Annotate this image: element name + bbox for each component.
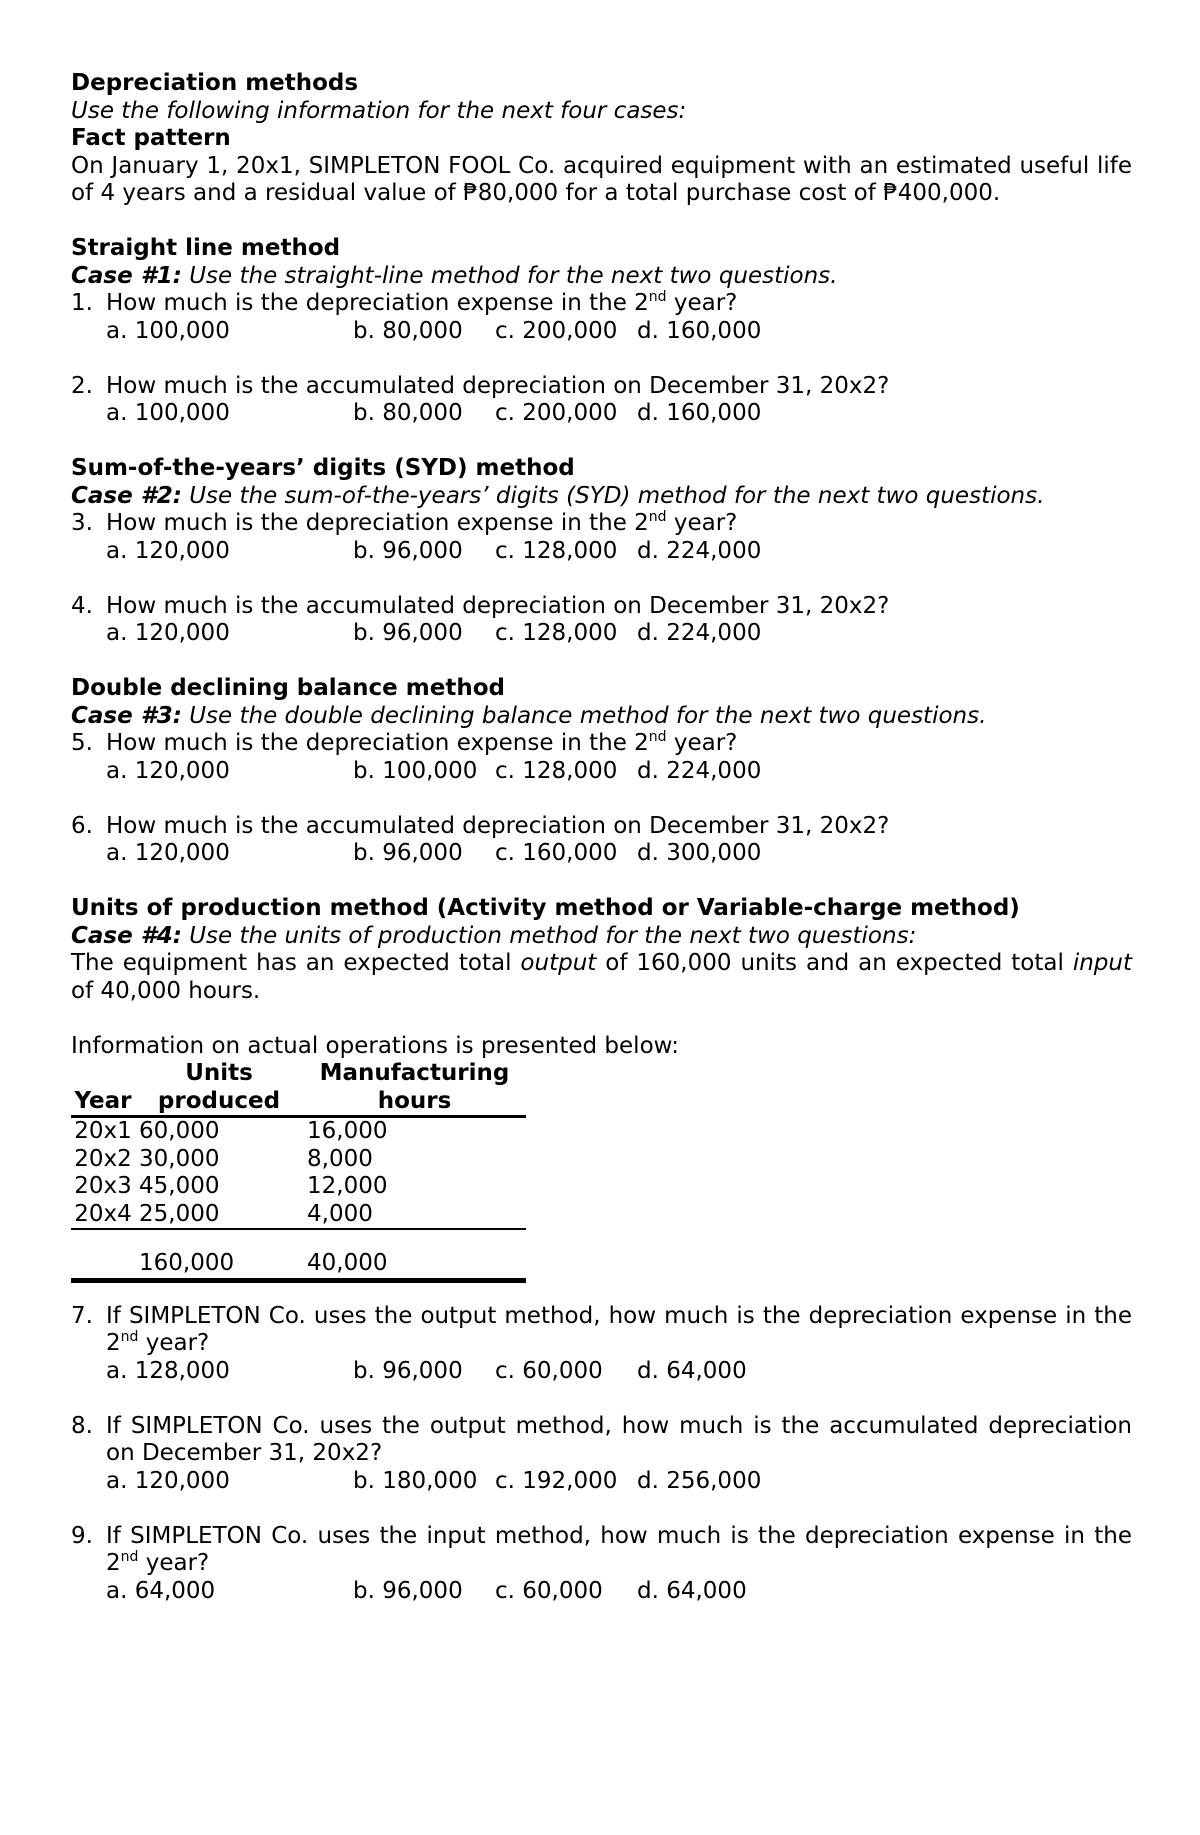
option-c[interactable]: c. 128,000 [495, 620, 618, 646]
case-label: Case #3: [71, 702, 182, 729]
case-4-instruction [71, 923, 1132, 951]
case-2-instruction [71, 483, 1132, 511]
case-text: Use the straight-line method for the next two questions. [181, 262, 838, 289]
option-d[interactable]: d. 224,000 [637, 620, 762, 646]
option-a[interactable]: a. 120,000 [106, 1467, 230, 1494]
question-line [71, 813, 1132, 841]
option-c[interactable]: c. 200,000 [495, 400, 618, 426]
units-cell: 25,000 [135, 1201, 303, 1230]
question-text: If SIMPLETON Co. uses the output method, how much is the accumulated depreciation on December 31, 20x2? [106, 1412, 1132, 1466]
question-2 [71, 373, 1132, 428]
question-number: 6. [71, 812, 93, 839]
option-b[interactable]: b. 96,000 [353, 1357, 463, 1384]
option-d[interactable]: d. 224,000 [637, 537, 762, 564]
header-year: Year [71, 1060, 135, 1117]
year-cell: 20x4 [71, 1201, 135, 1230]
question-line [71, 593, 1132, 621]
option-b[interactable]: b. 96,000 [353, 840, 463, 866]
equipment-description: The equipment has an expected total output of 160,000 units and an expected total input of 40,000 hours. [71, 950, 1132, 1004]
total-hours-cell: 40,000 [303, 1229, 526, 1280]
table-intro: Information on actual operations is presented below: [71, 1032, 679, 1059]
option-b[interactable]: b. 96,000 [353, 620, 463, 646]
option-a[interactable]: a. 120,000 [106, 757, 230, 784]
answer-options [71, 620, 1132, 648]
option-c[interactable]: c. 60,000 [495, 1577, 603, 1604]
operations-table [71, 1060, 526, 1283]
option-d[interactable]: d. 300,000 [637, 840, 762, 866]
intro-text: Use the following information for the next four cases: [71, 97, 687, 124]
question-line [71, 1303, 1132, 1358]
option-c[interactable]: c. 128,000 [495, 537, 618, 564]
option-b[interactable]: b. 80,000 [353, 400, 463, 426]
units-cell: 45,000 [139, 1173, 220, 1199]
question-text: How much is the depreciation expense in the 2nd year? [106, 509, 738, 536]
hours-cell: 16,000 [307, 1118, 388, 1144]
question-number: 1. [71, 290, 93, 316]
option-c[interactable]: c. 160,000 [495, 840, 618, 866]
header-manufacturing-hours: Manufacturing hours [303, 1060, 526, 1117]
case-label: Case #1: [71, 262, 182, 289]
table-row [71, 1173, 526, 1201]
hours-cell: 8,000 [307, 1145, 373, 1172]
question-number: 5. [71, 730, 93, 756]
fact-heading: Fact pattern [71, 125, 231, 151]
option-a[interactable]: a. 128,000 [106, 1357, 230, 1384]
option-a[interactable]: a. 120,000 [106, 537, 230, 564]
units-cell: 60,000 [139, 1118, 220, 1144]
answer-options [71, 400, 1132, 428]
option-b[interactable]: b. 96,000 [353, 537, 463, 564]
answer-options [71, 758, 1132, 786]
case-text: Use the units of production method for the next two questions: [181, 922, 917, 949]
answer-options [71, 1468, 1132, 1496]
question-1 [71, 290, 1132, 345]
year-cell: 20x3 [74, 1173, 132, 1199]
question-line [71, 1523, 1132, 1578]
table-row [71, 1117, 526, 1146]
section-heading-straight-line: Straight line method [71, 235, 341, 261]
question-text: If SIMPLETON Co. uses the input method, how much is the depreciation expense in the 2nd year? [106, 1522, 1132, 1576]
table-row [71, 1201, 526, 1230]
section-heading-syd: Sum-of-the-years’ digits (SYD) method [71, 455, 575, 481]
option-b[interactable]: b. 80,000 [353, 317, 463, 344]
question-number: 3. [71, 510, 93, 536]
question-4 [71, 593, 1132, 648]
hours-cell: 12,000 [307, 1173, 388, 1199]
question-6 [71, 813, 1132, 868]
option-c[interactable]: c. 60,000 [495, 1357, 603, 1384]
answer-options [71, 1358, 1132, 1386]
question-text: If SIMPLETON Co. uses the output method, how much is the depreciation expense in the 2nd year? [106, 1302, 1132, 1356]
case-text: Use the sum-of-the-years’ digits (SYD) method for the next two questions. [181, 482, 1045, 509]
table-row [71, 1146, 526, 1174]
question-9 [71, 1523, 1132, 1606]
option-d[interactable]: d. 160,000 [637, 400, 762, 426]
question-number: 9. [71, 1522, 93, 1549]
case-text: Use the double declining balance method for the next two questions. [181, 702, 987, 729]
option-c[interactable]: c. 200,000 [495, 317, 618, 344]
section-heading-units-of-production: Units of production method (Activity method or Variable-charge method) [71, 895, 1020, 921]
year-cell: 20x1 [74, 1118, 132, 1144]
case-label: Case #4: [71, 922, 182, 949]
question-text: How much is the depreciation expense in the 2nd year? [106, 729, 738, 756]
option-a[interactable]: a. 100,000 [106, 317, 230, 344]
header-units-produced: Units produced [135, 1060, 303, 1117]
question-number: 4. [71, 592, 93, 619]
table-total-row [71, 1229, 526, 1280]
question-line [71, 373, 1132, 401]
option-d[interactable]: d. 256,000 [637, 1467, 762, 1494]
hours-cell: 4,000 [303, 1201, 526, 1230]
document-page [71, 70, 1132, 1605]
answer-options [71, 538, 1132, 566]
option-a[interactable]: a. 64,000 [106, 1577, 216, 1604]
option-b[interactable]: b. 96,000 [353, 1577, 463, 1604]
option-b[interactable]: b. 100,000 [353, 757, 478, 784]
option-a[interactable]: a. 120,000 [106, 620, 230, 646]
question-text: How much is the accumulated depreciation on December 31, 20x2? [106, 812, 890, 839]
question-text: How much is the accumulated depreciation on December 31, 20x2? [106, 372, 890, 399]
question-line [71, 290, 1132, 318]
question-line [71, 730, 1132, 758]
year-cell: 20x2 [74, 1145, 132, 1172]
answer-options [71, 1578, 1132, 1606]
option-d[interactable]: d. 224,000 [637, 757, 762, 784]
fact-text: On January 1, 20x1, SIMPLETON FOOL Co. acquired equipment with an estimated useful life of 4 years and a residual value of ₱80,000 for a total purchase cost of ₱400,000. [71, 152, 1132, 206]
question-5 [71, 730, 1132, 785]
question-line [71, 510, 1132, 538]
option-a[interactable]: a. 100,000 [106, 400, 230, 426]
case-3-instruction [71, 703, 1132, 731]
question-line [71, 1413, 1132, 1468]
question-7 [71, 1303, 1132, 1386]
question-3 [71, 510, 1132, 565]
doc-title: Depreciation methods [71, 70, 359, 96]
question-text: How much is the depreciation expense in the 2nd year? [106, 289, 738, 316]
section-heading-ddb: Double declining balance method [71, 675, 505, 701]
case-label: Case #2: [71, 482, 182, 509]
case-1-instruction [71, 263, 1132, 291]
option-c[interactable]: c. 192,000 [495, 1467, 618, 1494]
question-text: How much is the accumulated depreciation on December 31, 20x2? [106, 592, 890, 619]
total-label-cell [71, 1229, 135, 1280]
units-cell: 30,000 [139, 1145, 220, 1172]
option-d[interactable]: d. 64,000 [637, 1577, 747, 1604]
option-c[interactable]: c. 128,000 [495, 757, 618, 784]
option-a[interactable]: a. 120,000 [106, 840, 230, 866]
option-d[interactable]: d. 160,000 [637, 317, 762, 344]
total-units-cell: 160,000 [135, 1229, 303, 1280]
question-number: 2. [71, 372, 93, 399]
answer-options [71, 318, 1132, 346]
question-number: 8. [71, 1412, 93, 1439]
option-d[interactable]: d. 64,000 [637, 1357, 747, 1384]
option-b[interactable]: b. 180,000 [353, 1467, 478, 1494]
answer-options [71, 840, 1132, 868]
question-8 [71, 1413, 1132, 1496]
question-number: 7. [71, 1302, 93, 1329]
